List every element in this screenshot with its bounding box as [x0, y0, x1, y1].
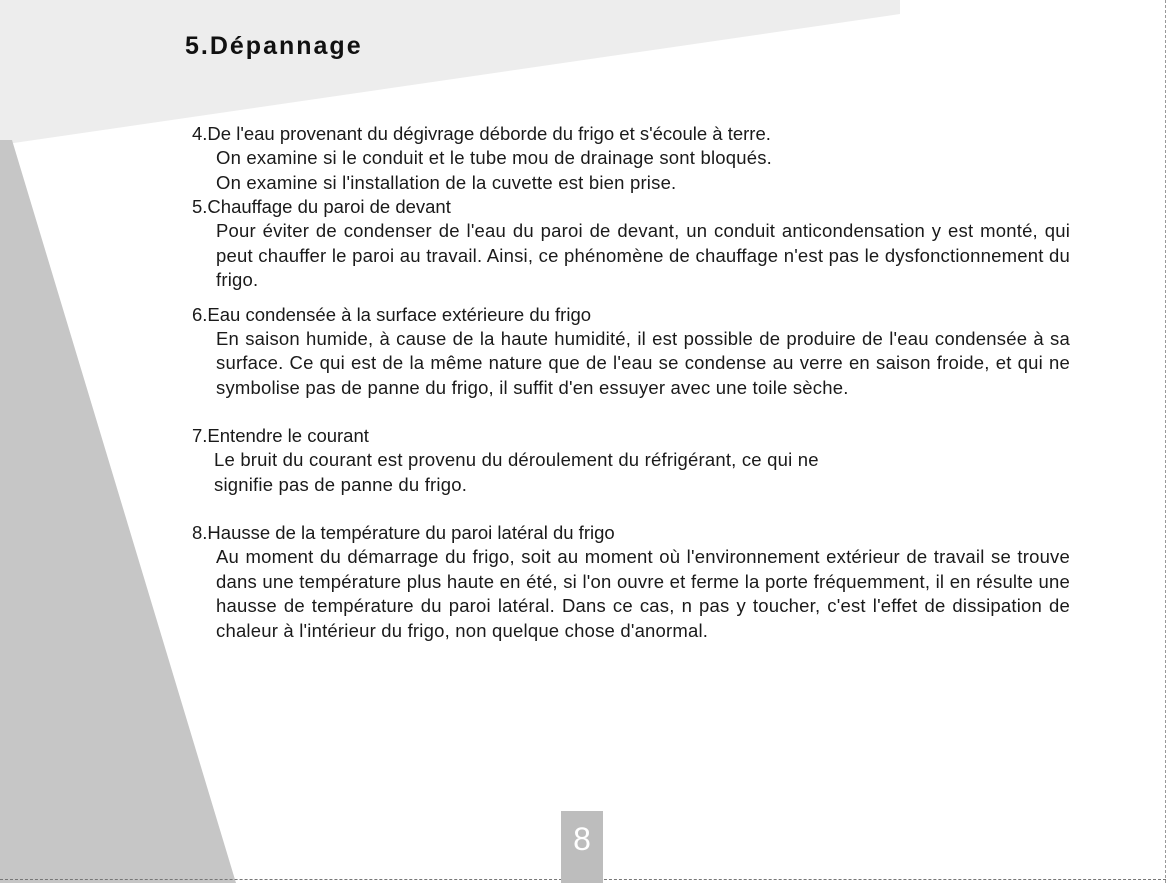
item-text: Pour éviter de condenser de l'eau du paroi de devant, un conduit anticondensation y est monté, qui peut chauffer le paroi au travail. Ainsi, ce phénomène de chauffage n'est pas le dysfonctionnement du frigo.	[216, 220, 1070, 290]
troubleshooting-item	[192, 303, 1070, 401]
item-text: On examine si le conduit et le tube mou de drainage sont bloqués. On examine si l'installation de la cuvette est bien prise.	[216, 147, 773, 193]
troubleshooting-item	[192, 195, 1070, 293]
troubleshooting-list	[192, 122, 1070, 643]
item-text: Au moment du démarrage du frigo, soit au moment où l'environnement extérieur de travail se trouve dans une température plus haute en été, si l'on ouvre et ferme la porte fréquemment, il en résulte une hausse de température du paroi latéral. Dans ce cas, n pas y toucher, c'est l'effet de dissipation de chaleur à l'intérieur du frigo, non quelque chose d'anormal.	[216, 546, 1070, 641]
item-heading: 8.Hausse de la température du paroi latéral du frigo	[192, 522, 615, 543]
page-title: 5.Dépannage	[185, 32, 363, 60]
item-heading: 7.Entendre le courant	[192, 425, 369, 446]
page-number: 8	[561, 811, 603, 883]
item-text: En saison humide, à cause de la haute humidité, il est possible de produire de l'eau condensée à sa surface. Ce qui est de la même nature que de l'eau se condense au verre en saison froide, et qui ne symbolise pas de panne du frigo, il suffit d'en essuyer avec une toile sèche.	[216, 327, 1070, 398]
item-heading: 5.Chauffage du paroi de devant	[192, 196, 451, 217]
item-text: Le bruit du courant est provenu du déroulement du réfrigérant, ce qui ne signifie pas de panne du frigo.	[214, 449, 819, 495]
item-heading: 4.De l'eau provenant du dégivrage déborde du frigo et s'écoule à terre.	[192, 123, 771, 144]
troubleshooting-item	[192, 521, 1070, 643]
item-heading: 6.Eau condensée à la surface extérieure du frigo	[192, 303, 592, 325]
troubleshooting-item	[192, 424, 1070, 497]
troubleshooting-item	[192, 122, 1070, 195]
